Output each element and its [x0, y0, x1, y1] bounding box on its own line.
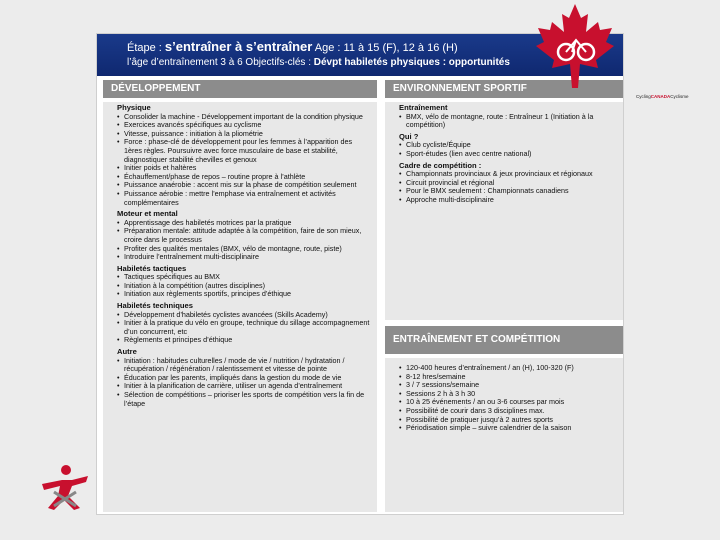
list-item: • 120-400 heures d’entraînement / an (H), 100-320 (F)	[399, 364, 617, 373]
training-list	[399, 364, 617, 433]
section-heading: Cadre de compétition :	[399, 160, 482, 170]
figure-body-icon	[42, 476, 88, 510]
list-item: • Apprentissage des habiletés motrices par la pratique	[117, 219, 371, 228]
header-line-2	[127, 57, 510, 68]
stage-name: s’entraîner à s’entraîner	[164, 39, 313, 54]
list-item: • Championnats provinciaux & jeux provinciaux et régionaux	[399, 170, 617, 179]
list-item: • Développement d’habiletés cyclistes avancées (Skills Academy)	[117, 311, 371, 320]
section-heading: Habiletés tactiques	[117, 263, 187, 273]
age-range: Age : 11 à 15 (F), 12 à 16 (H)	[314, 42, 458, 54]
key-objective: Dévpt habiletés physiques	[313, 57, 440, 68]
list-item: • Club cycliste/Équipe	[399, 141, 617, 150]
section-list	[117, 219, 371, 262]
list-item: • Introduire l’entraînement multi-disciplinaire	[117, 253, 371, 262]
slide	[96, 33, 624, 515]
list-item: • Périodisation simple – suivre calendrier de la saison	[399, 424, 617, 433]
list-item: • Puissance anaérobie : accent mis sur la phase de compétition seulement	[117, 181, 371, 190]
logo-wordmark: CyclingCANADACyclisme	[636, 94, 689, 99]
list-item: • Éducation par les parents, impliqués dans la gestion du mode de vie	[117, 374, 371, 383]
list-item: • Circuit provincial et régional	[399, 179, 617, 188]
list-item: • Consolider la machine - Développement important de la condition physique	[117, 113, 371, 122]
section-list	[399, 113, 617, 130]
section-heading: Entraînement	[399, 103, 448, 112]
section-heading: Autre	[117, 347, 137, 357]
section-list	[117, 357, 371, 409]
section-list	[399, 141, 617, 158]
list-item: • Tactiques spécifiques au BMX	[117, 273, 371, 282]
development-title: DÉVELOPPEMENT	[111, 83, 201, 94]
section-list	[117, 273, 371, 299]
section-heading: Habiletés techniques	[117, 301, 193, 311]
list-item: • Pour le BMX seulement : Championnats canadiens	[399, 187, 617, 196]
stage-label: Étape :	[127, 42, 162, 54]
section-heading: Qui ?	[399, 131, 419, 141]
list-item: • 3 / 7 sessions/semaine	[399, 381, 617, 390]
list-item: • Puissance aérobie : mettre l’emphase via entraînement et activités complémentaires	[117, 190, 371, 207]
training-competition-title: ENTRAÎNEMENT ET COMPÉTITION	[393, 334, 561, 345]
training-competition-header	[385, 326, 623, 354]
maple-leaf-logo	[530, 0, 620, 96]
list-item: • Échauffement/phase de repos – routine propre à l’athlète	[117, 173, 371, 182]
list-item: • Sessions 2 h à 3 h 30	[399, 390, 617, 399]
list-item: • Initiation aux règlements sportifs, principes d’éthique	[117, 290, 371, 299]
list-item: • 10 à 25 événements / an ou 3-6 courses par mois	[399, 398, 617, 407]
list-item: • Initier à la pratique du vélo en groupe, technique du sillage accompagnement d’un concurrent, etc	[117, 319, 371, 336]
list-item: • Préparation mentale: attitude adaptée à la compétition, faire de son mieux, croire dans le processus	[117, 227, 371, 244]
list-item: • Règlements et principes d’éthique	[117, 336, 371, 345]
list-item: • Profiter des qualités mentales (BMX, vélo de montagne, route, piste)	[117, 245, 371, 254]
ltad-figure-logo	[38, 462, 92, 512]
development-panel	[103, 102, 377, 512]
training-age: l’âge d’entraînement 3 à 6 Objectifs-clés :	[127, 57, 311, 68]
sport-environment-title: ENVIRONNEMENT SPORTIF	[393, 83, 527, 94]
section-list	[399, 170, 617, 204]
section-list	[117, 113, 371, 208]
list-item: • Force : phase-clé de développement pour les femmes à l’apparition des 1ères règles. Poursuivre avec force musculaire de base et stabilité, diagnostiquer stabilité chevilles et genoux	[117, 138, 371, 164]
list-item: • Sport-études (lien avec centre national)	[399, 150, 617, 159]
list-item: • 8-12 hres/semaine	[399, 373, 617, 382]
section-heading: Moteur et mental	[117, 209, 178, 219]
list-item: • BMX, vélo de montagne, route : Entraîneur 1 (Initiation à la compétition)	[399, 113, 617, 130]
list-item: • Initier à la planification de carrière, utiliser un agenda d’entraînement	[117, 382, 371, 391]
list-item: • Exercices avancés spécifiques au cyclisme	[117, 121, 371, 130]
section-list	[117, 311, 371, 345]
header-line-1	[127, 39, 458, 54]
list-item: • Sélection de compétitions – prioriser les sports de compétition vers la fin de l’étape	[117, 391, 371, 408]
sport-environment-panel	[385, 102, 623, 320]
figure-head-icon	[61, 465, 71, 475]
list-item: • Initier poids et haltères	[117, 164, 371, 173]
list-item: • Initiation à la compétition (autres disciplines)	[117, 282, 371, 291]
training-competition-panel	[385, 358, 623, 512]
key-objective-suffix: : opportunités	[442, 57, 510, 68]
list-item: • Approche multi-disciplinaire	[399, 196, 617, 205]
list-item: • Vitesse, puissance : initiation à la pliométrie	[117, 130, 371, 139]
list-item: • Possibilité de courir dans 3 disciplines max.	[399, 407, 617, 416]
list-item: • Possibilité de pratiquer jusqu’à 2 autres sports	[399, 416, 617, 425]
section-heading: Physique	[117, 103, 151, 112]
list-item: • Initiation : habitudes culturelles / mode de vie / nutrition / hydratation / récupération / régénération / ralentissement et vitesse de pointe	[117, 357, 371, 374]
development-header	[103, 80, 377, 98]
